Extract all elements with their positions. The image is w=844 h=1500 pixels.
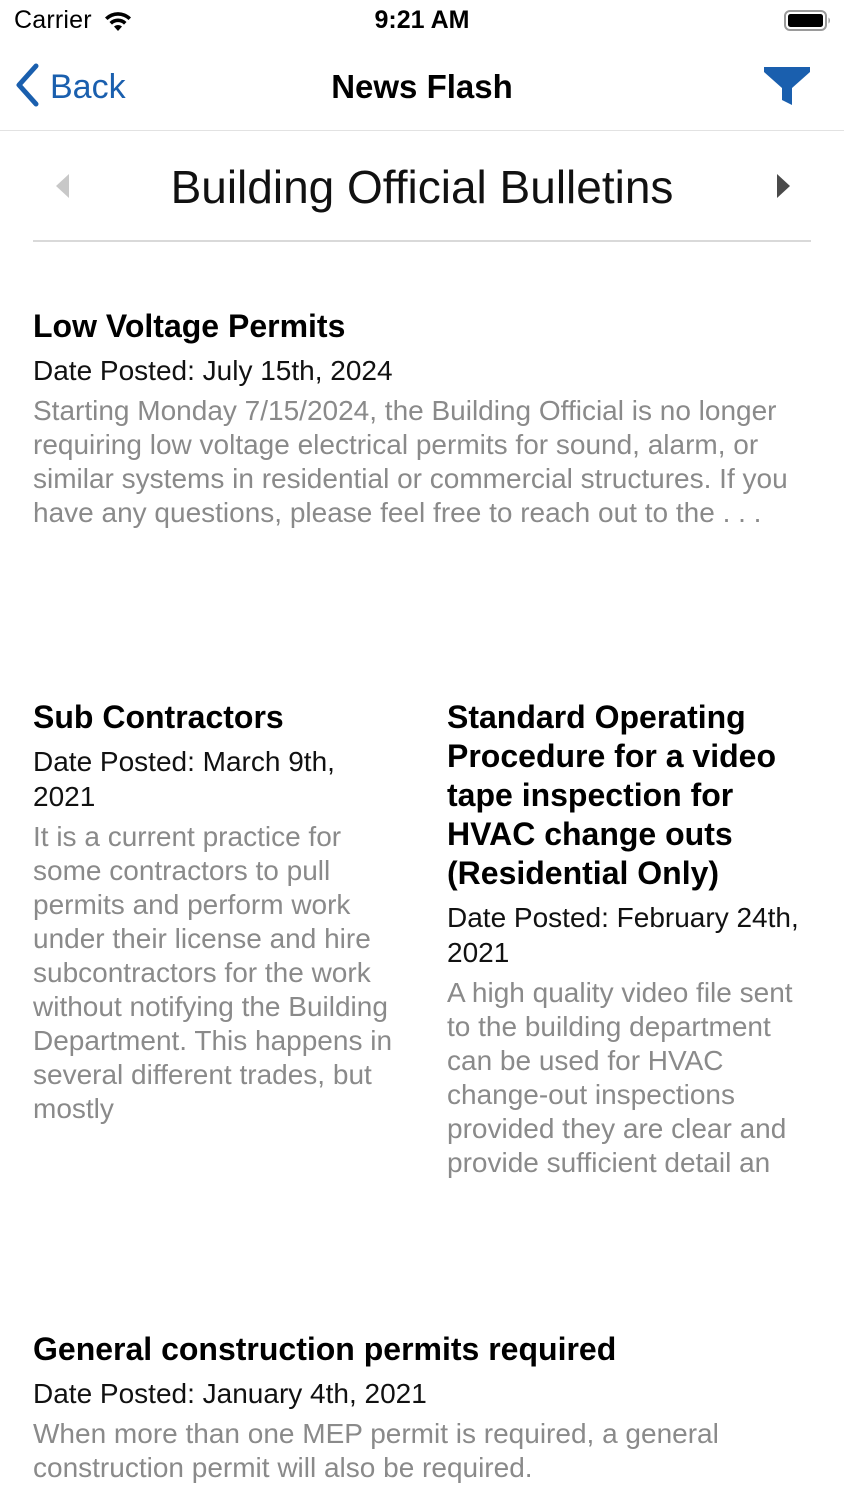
category-title: Building Official Bulletins — [170, 161, 674, 213]
article-title: Standard Operating Procedure for a video tape inspection for HVAC change outs (Residential Only) — [447, 699, 776, 891]
article-title: General construction permits required — [33, 1331, 617, 1367]
category-selector — [33, 131, 811, 242]
news-article[interactable] — [33, 1330, 813, 1485]
news-article[interactable] — [447, 698, 817, 1180]
navigation-bar — [0, 44, 844, 131]
news-article[interactable] — [33, 307, 813, 530]
previous-category-arrow-icon[interactable] — [55, 173, 71, 204]
page-title: News Flash — [331, 68, 513, 105]
carrier-label: Carrier — [14, 6, 92, 34]
filter-button[interactable] — [762, 64, 814, 110]
article-title: Low Voltage Permits — [33, 308, 346, 344]
clock: 9:21 AM — [374, 6, 470, 34]
article-date: Date Posted: February 24th, 2021 — [447, 902, 799, 968]
battery-icon — [784, 9, 832, 38]
article-date: Date Posted: January 4th, 2021 — [33, 1378, 427, 1409]
article-summary: Starting Monday 7/15/2024, the Building Official is no longer requiring low voltage electrical permits for sound, alarm, or similar systems in residential or commercial structures. If you have any questions, please feel free to reach out to the . . . — [33, 395, 788, 528]
next-category-arrow-icon[interactable] — [775, 173, 791, 204]
article-title: Sub Contractors — [33, 699, 284, 735]
status-bar — [0, 0, 844, 44]
news-article[interactable] — [33, 698, 403, 1126]
back-label: Back — [50, 67, 126, 106]
article-summary: When more than one MEP permit is required, a general construction permit will also be required. — [33, 1418, 719, 1483]
article-summary: It is a current practice for some contractors to pull permits and perform work under their license and hire subcontractors for the work without notifying the Building Department. This happens in several different trades, but mostly — [33, 821, 393, 1124]
filter-icon — [762, 95, 812, 112]
article-date: Date Posted: March 9th, 2021 — [33, 746, 335, 812]
article-summary: A high quality video file sent to the building department can be used for HVAC change-out inspections provided they are clear and provide sufficient detail an — [447, 977, 793, 1178]
article-date: Date Posted: July 15th, 2024 — [33, 355, 393, 386]
